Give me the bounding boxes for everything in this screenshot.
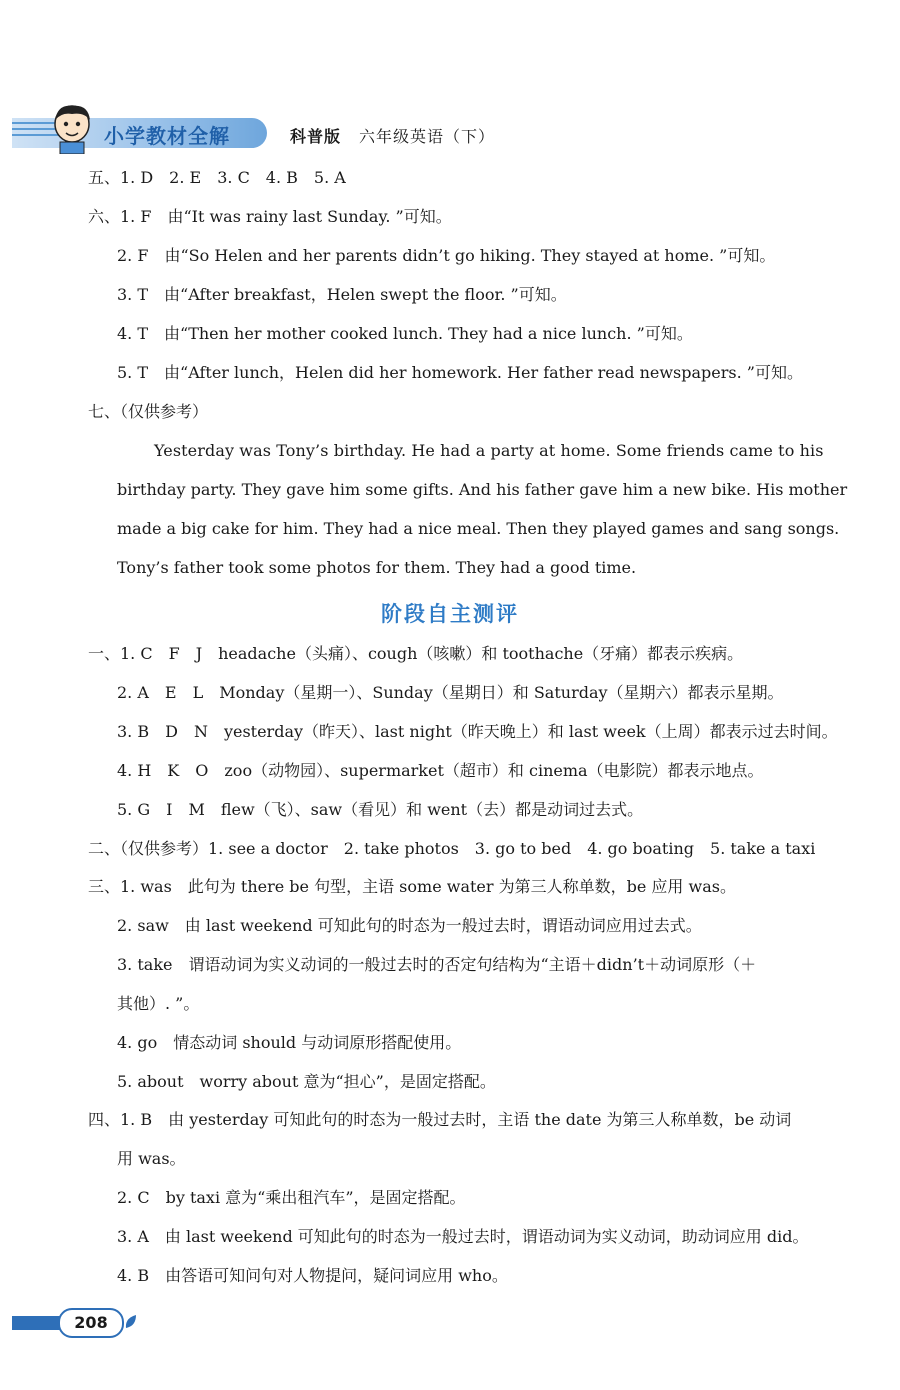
section-title: 阶段自主测评	[381, 602, 519, 626]
answer-line: 3. B D N yesterday（昨天）、last night（昨天晚上）和 last week（上周）都表示过去时间。	[117, 722, 838, 741]
answer-line: 4. H K O zoo（动物园）、supermarket（超市）和 cinema（电影院）都表示地点。	[117, 761, 764, 780]
answer-line: 2. C by taxi 意为“乘出租汽车”，是固定搭配。	[117, 1188, 466, 1207]
answer-line: 2. F 由“So Helen and her parents didn’t go hiking. They stayed at home. ”可知。	[117, 246, 776, 265]
answer-line: 其他）. ”。	[117, 994, 200, 1013]
essay-line: Yesterday was Tony’s birthday. He had a party at home. Some friends came to his	[154, 441, 824, 460]
boy-mascot-icon	[44, 102, 100, 154]
book-info	[290, 124, 495, 147]
book-title: 六年级英语（下）	[359, 127, 496, 146]
answer-line: 5. T 由“After lunch，Helen did her homework. Her father read newspapers. ”可知。	[117, 363, 803, 382]
page-number-badge	[12, 1306, 122, 1336]
answer-line: 5. G I M flew（飞）、saw（看见）和 went（去）都是动词过去式。	[117, 800, 644, 819]
essay-line: birthday party. They gave him some gifts. And his father gave him a new bike. His mother	[117, 480, 848, 499]
essay-line: Tony’s father took some photos for them. They had a good time.	[117, 558, 637, 577]
answer-line: 4. T 由“Then her mother cooked lunch. They had a nice lunch. ”可知。	[117, 324, 693, 343]
answer-line: 七、（仅供参考）	[88, 402, 209, 421]
answer-line: 4. B 由答语可知问句对人物提问，疑问词应用 who。	[117, 1266, 508, 1285]
answer-line: 三、1. was 此句为 there be 句型，主语 some water 为第三人称单数，be 应用 was。	[88, 877, 736, 896]
publisher: 科普版	[290, 127, 342, 146]
answer-line: 四、1. B 由 yesterday 可知此句的时态为一般过去时，主语 the date 为第三人称单数，be 动词	[88, 1110, 792, 1129]
answer-line: 5. about worry about 意为“担心”，是固定搭配。	[117, 1072, 496, 1091]
answer-line: 3. T 由“After breakfast，Helen swept the floor. ”可知。	[117, 285, 567, 304]
answer-line: 2. A E L Monday（星期一）、Sunday（星期日）和 Saturday（星期六）都表示星期。	[117, 683, 784, 702]
answer-line: 用 was。	[117, 1149, 186, 1168]
page-header	[12, 96, 892, 158]
answer-line: 4. go 情态动词 should 与动词原形搭配使用。	[117, 1033, 462, 1052]
answer-line: 一、1. C F J headache（头痛）、cough（咳嗽）和 toothache（牙痛）都表示疾病。	[88, 644, 744, 663]
answer-line: 2. saw 由 last weekend 可知此句的时态为一般过去时，谓语动词应用过去式。	[117, 916, 702, 935]
answer-line: 五、1. D 2. E 3. C 4. B 5. A	[88, 168, 346, 187]
page-number: 208	[58, 1308, 124, 1338]
answer-line: 3. take 谓语动词为实义动词的一般过去时的否定句结构为“主语＋didn’t＋动词原形（＋	[117, 955, 757, 974]
answer-line: 六、1. F 由“It was rainy last Sunday. ”可知。	[88, 207, 452, 226]
leaf-icon	[124, 1314, 138, 1330]
essay-line: made a big cake for him. They had a nice meal. Then they played games and sang songs.	[117, 519, 840, 538]
answer-line: 二、（仅供参考）1. see a doctor 2. take photos 3. go to bed 4. go boating 5. take a taxi	[88, 839, 816, 858]
answer-line: 3. A 由 last weekend 可知此句的时态为一般过去时，谓语动词为实义动词，助动词应用 did。	[117, 1227, 809, 1246]
brand-title: 小学教材全解	[104, 124, 230, 148]
